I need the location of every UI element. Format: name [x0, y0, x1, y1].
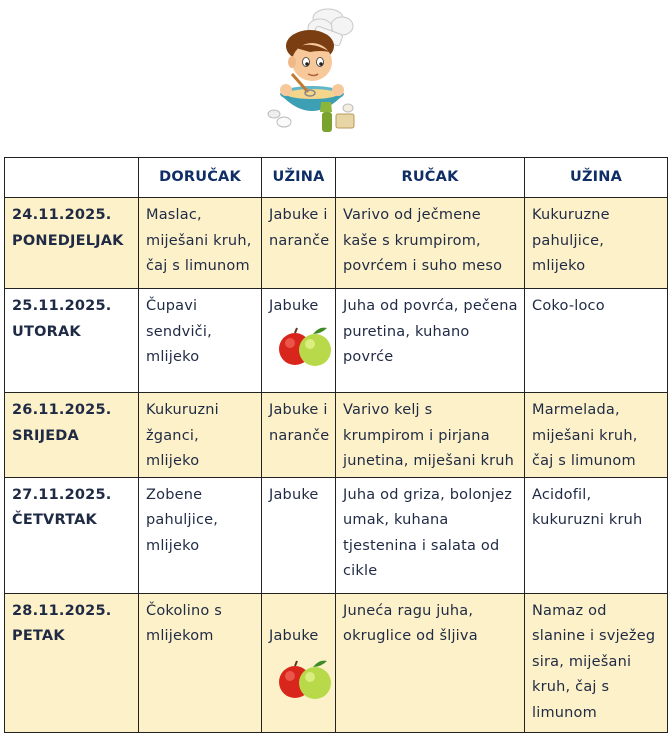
date: 26.11.2025. [12, 402, 112, 418]
lunch-cell: Juha od povrća, pečena puretina, kuhano povrće [336, 289, 525, 393]
snack2-cell: Acidofil, kukuruzni kruh [525, 477, 668, 593]
day-cell [5, 289, 139, 393]
day-name: SRIJEDA [12, 427, 79, 444]
breakfast-cell: Čokolino s mlijekom [139, 593, 262, 733]
header-snack-2: UŽINA [525, 158, 668, 198]
table-row [5, 393, 668, 478]
chef-boy-mixing-bowl-icon [262, 4, 362, 136]
date: 25.11.2025. [12, 298, 112, 314]
lunch-cell: Juneća ragu juha, okruglice od šljiva [336, 593, 525, 733]
table-row [5, 289, 668, 393]
day-cell [5, 593, 139, 733]
snack1-cell [262, 593, 336, 733]
table-header-row [5, 158, 668, 198]
day-name: PETAK [12, 628, 65, 644]
breakfast-cell: Maslac, miješani kruh, čaj s limunom [139, 198, 262, 289]
snack2-cell: Kukuruzne pahuljice, mlijeko [525, 198, 668, 289]
day-cell [5, 393, 139, 478]
breakfast-cell: Zobene pahuljice, mlijeko [139, 477, 262, 593]
table-row [5, 198, 668, 289]
lunch-cell: Varivo od ječmene kaše s krumpirom, povrćem i suho meso [336, 198, 525, 289]
date: 28.11.2025. [12, 602, 112, 619]
header-snack-1: UŽINA [262, 158, 336, 198]
snack2-cell: Marmelada, miješani kruh, čaj s limunom [525, 393, 668, 478]
snack1-text: Jabuke [269, 627, 319, 644]
breakfast-cell: Čupavi sendviči, mlijeko [139, 289, 262, 393]
date: 27.11.2025. [12, 486, 112, 503]
header-day [5, 158, 139, 198]
day-name: UTORAK [12, 323, 81, 340]
day-name: PONEDJELJAK [12, 232, 124, 249]
day-cell [5, 477, 139, 593]
apples-icon [273, 657, 335, 701]
date: 24.11.2025. [12, 207, 112, 223]
header-lunch: RUČAK [336, 158, 525, 198]
day-cell [5, 198, 139, 289]
header-breakfast: DORUČAK [139, 158, 262, 198]
snack1-cell [262, 289, 336, 393]
snack1-cell: Jabuke i naranče [262, 198, 336, 289]
lunch-cell: Juha od griza, bolonjez umak, kuhana tjestenina i salata od cikle [336, 477, 525, 593]
snack2-cell: Namaz od slanine i svježeg sira, miješani kruh, čaj s limunom [525, 593, 668, 733]
snack1-cell: Jabuke i naranče [262, 393, 336, 478]
day-name: ČETVRTAK [12, 512, 97, 528]
snack2-cell: Coko-loco [525, 289, 668, 393]
lunch-cell: Varivo kelj s krumpirom i pirjana junetina, miješani kruh [336, 393, 525, 478]
snack1-cell: Jabuke [262, 477, 336, 593]
table-row [5, 593, 668, 733]
weekly-menu-table [4, 157, 668, 733]
apples-icon [273, 324, 335, 368]
snack1-text: Jabuke [269, 298, 319, 314]
breakfast-cell: Kukuruzni žganci, mlijeko [139, 393, 262, 478]
table-row [5, 477, 668, 593]
